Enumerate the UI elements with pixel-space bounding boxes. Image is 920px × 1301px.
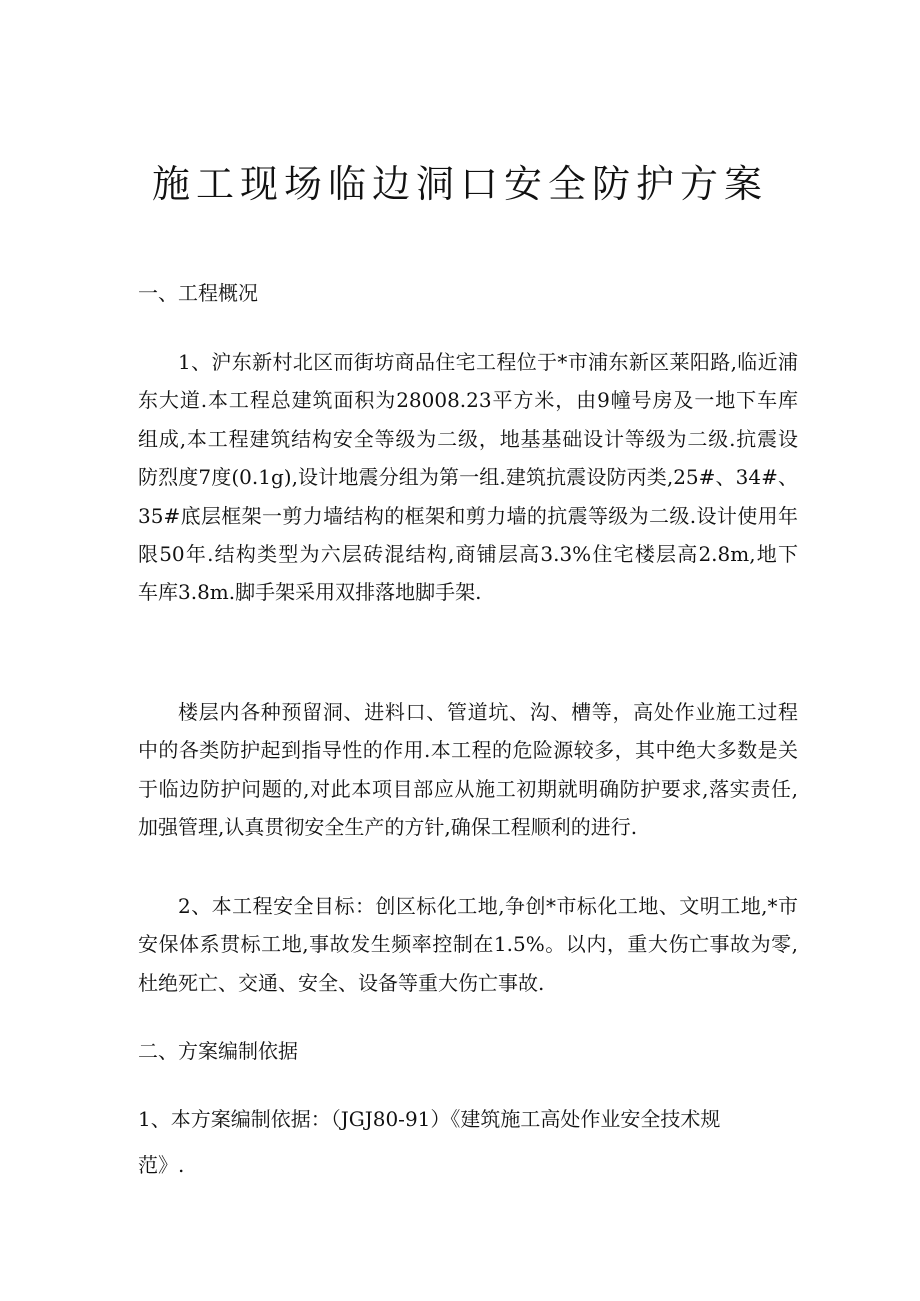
paragraph-protection-guidance [138,693,798,847]
text-line: 楼层内各种预留洞、进料口、管道坑、沟、槽等，高处作业施工过程 [178,700,798,724]
text-line: 1、本方案编制依据：（JGJ80-91）《建筑施工高处作业安全技术规 [138,1107,721,1131]
section-heading-overview: 一、工程概况 [138,281,258,305]
text-line: 车库3.8m.脚手架采用双排落地脚手架. [138,580,482,605]
paragraph-basis [138,1100,798,1185]
text-line: 1、沪东新村北区而街坊商品住宅工程位于*市浦东新区莱阳路,临近浦 [178,350,798,374]
text-line: 于临边防护问题的,对此本项目部应从施工初期就明确防护要求,落实责任, [138,776,798,801]
text-line: 2、本工程安全目标：创区标化工地,争创*市标化工地、文明工地,*市 [178,894,798,918]
text-line: 安保体系贯标工地,事故发生频率控制在1.5%。以内，重大伤亡事故为零, [138,932,798,957]
text-line: 中的各类防护起到指导性的作用.本工程的危险源较多，其中绝大多数是关 [138,738,798,763]
paragraph-project-overview [138,343,798,612]
text-line: 组成,本工程建筑结构安全等级为二级，地基基础设计等级为二级.抗震设 [138,426,798,451]
text-line: 35#底层框架一剪力墙结构的框架和剪力墙的抗震等级为二级.设计使用年 [138,503,798,528]
section-heading-basis: 二、方案编制依据 [138,1039,298,1063]
text-line: 加强管理,认真贯彻安全生产的方针,确保工程顺利的进行. [138,815,638,840]
text-line: 杜绝死亡、交通、安全、设备等重大伤亡事故. [138,970,545,995]
text-line: 东大道.本工程总建筑面积为28008.23平方米，由9幢号房及一地下车库 [138,388,798,413]
document-title: 施工现场临边洞口安全防护方案 [151,162,768,206]
text-line: 范》. [138,1153,185,1178]
paragraph-safety-goals [138,887,798,1002]
text-line: 防烈度7度(0.1g),设计地震分组为第一组.建筑抗震设防丙类,25#、34#、 [138,465,798,490]
text-line: 限50年.结构类型为六层砖混结构,商铺层高3.3%住宅楼层高2.8m,地下 [138,542,798,567]
